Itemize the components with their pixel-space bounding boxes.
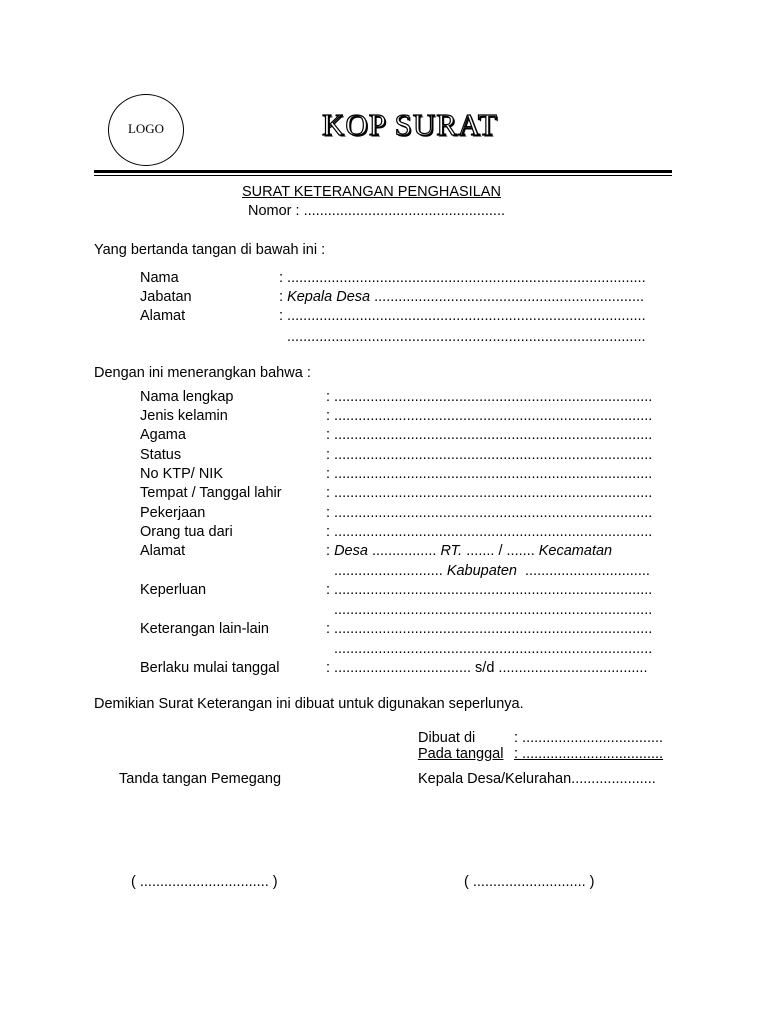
position-dots: ................................................................... xyxy=(370,289,645,305)
purpose-value: : ............................................................................... xyxy=(326,582,653,598)
purpose-label: Keperluan xyxy=(140,582,207,598)
colon: : xyxy=(279,289,288,305)
validity-value: : .................................. s/d ..................................... xyxy=(326,660,648,676)
date-label: Pada tanggal xyxy=(418,746,504,762)
purpose-value-2: ............................................................................... xyxy=(334,602,653,618)
field-label: Nama lengkap xyxy=(140,389,234,405)
desa-dots: ................ xyxy=(367,543,441,559)
other-info-value-2: ............................................................................... xyxy=(334,641,653,657)
holder-signature-title: Tanda tangan Pemegang xyxy=(119,771,282,787)
colon: : xyxy=(326,543,335,559)
field-value: : ............................................................................... xyxy=(326,505,653,521)
field-value: : ............................................................................... xyxy=(326,447,653,463)
signer-name-value: : ......................................................................................... xyxy=(279,270,646,286)
kabupaten-dots: ............................... xyxy=(516,563,650,579)
position-kepala-desa: Kepala Desa xyxy=(287,289,371,305)
date-value: : ................................... xyxy=(514,746,664,762)
address-line-1 xyxy=(326,542,612,560)
document-title: SURAT KETERANGAN PENGHASILAN xyxy=(242,184,501,200)
kecamatan-label: Kecamatan xyxy=(538,543,613,559)
signer-position-label: Jabatan xyxy=(140,289,192,305)
closing-text: Demikian Surat Keterangan ini dibuat untuk digunakan seperlunya. xyxy=(94,696,524,712)
field-label: Jenis kelamin xyxy=(140,408,228,424)
field-label: Agama xyxy=(140,427,186,443)
other-info-label: Keterangan lain-lain xyxy=(140,621,269,637)
address-line-2 xyxy=(334,562,650,580)
field-value: : ............................................................................... xyxy=(326,466,653,482)
letterhead-rule-thick xyxy=(94,170,672,173)
signer-address-label: Alamat xyxy=(140,308,186,324)
kabupaten-label: Kabupaten xyxy=(446,563,517,579)
rt-dots: ....... / ....... xyxy=(462,543,539,559)
signer-address-value: : ......................................................................................... xyxy=(279,308,646,324)
other-info-value: : ............................................................................... xyxy=(326,621,653,637)
field-label: Pekerjaan xyxy=(140,505,206,521)
rt-label: RT. xyxy=(440,543,463,559)
made-in-label: Dibuat di xyxy=(418,730,476,746)
made-in-value: : ................................... xyxy=(514,730,664,746)
signer-name-label: Nama xyxy=(140,270,179,286)
kecamatan-dots: ........................... xyxy=(334,563,447,579)
desa-label: Desa xyxy=(334,543,368,559)
field-value: : ............................................................................... xyxy=(326,408,653,424)
document-number: Nomor : .................................................. xyxy=(248,203,506,219)
field-value: : ............................................................................... xyxy=(326,485,653,501)
intro-text: Yang bertanda tangan di bawah ini : xyxy=(94,242,326,258)
field-label: Orang tua dari xyxy=(140,524,233,540)
kop-surat-heading: KOP SURAT xyxy=(322,107,498,142)
address-label: Alamat xyxy=(140,543,186,559)
statement-text: Dengan ini menerangkan bahwa : xyxy=(94,365,311,381)
signer-position-value xyxy=(279,288,644,306)
field-value: : ............................................................................... xyxy=(326,524,653,540)
holder-name-blank: ( ................................ ) xyxy=(131,874,278,890)
signer-address-value-2: ......................................................................................... xyxy=(287,329,646,345)
validity-label: Berlaku mulai tanggal xyxy=(140,660,280,676)
field-label: Tempat / Tanggal lahir xyxy=(140,485,282,501)
field-value: : ............................................................................... xyxy=(326,427,653,443)
field-label: Status xyxy=(140,447,182,463)
field-label: No KTP/ NIK xyxy=(140,466,223,482)
village-head-signature-title: Kepala Desa/Kelurahan..................... xyxy=(418,771,656,787)
field-value: : ............................................................................... xyxy=(326,389,653,405)
logo-placeholder: LOGO xyxy=(127,121,165,136)
letterhead-rule-thin xyxy=(94,175,672,176)
village-head-name-blank: ( ............................ ) xyxy=(464,874,595,890)
